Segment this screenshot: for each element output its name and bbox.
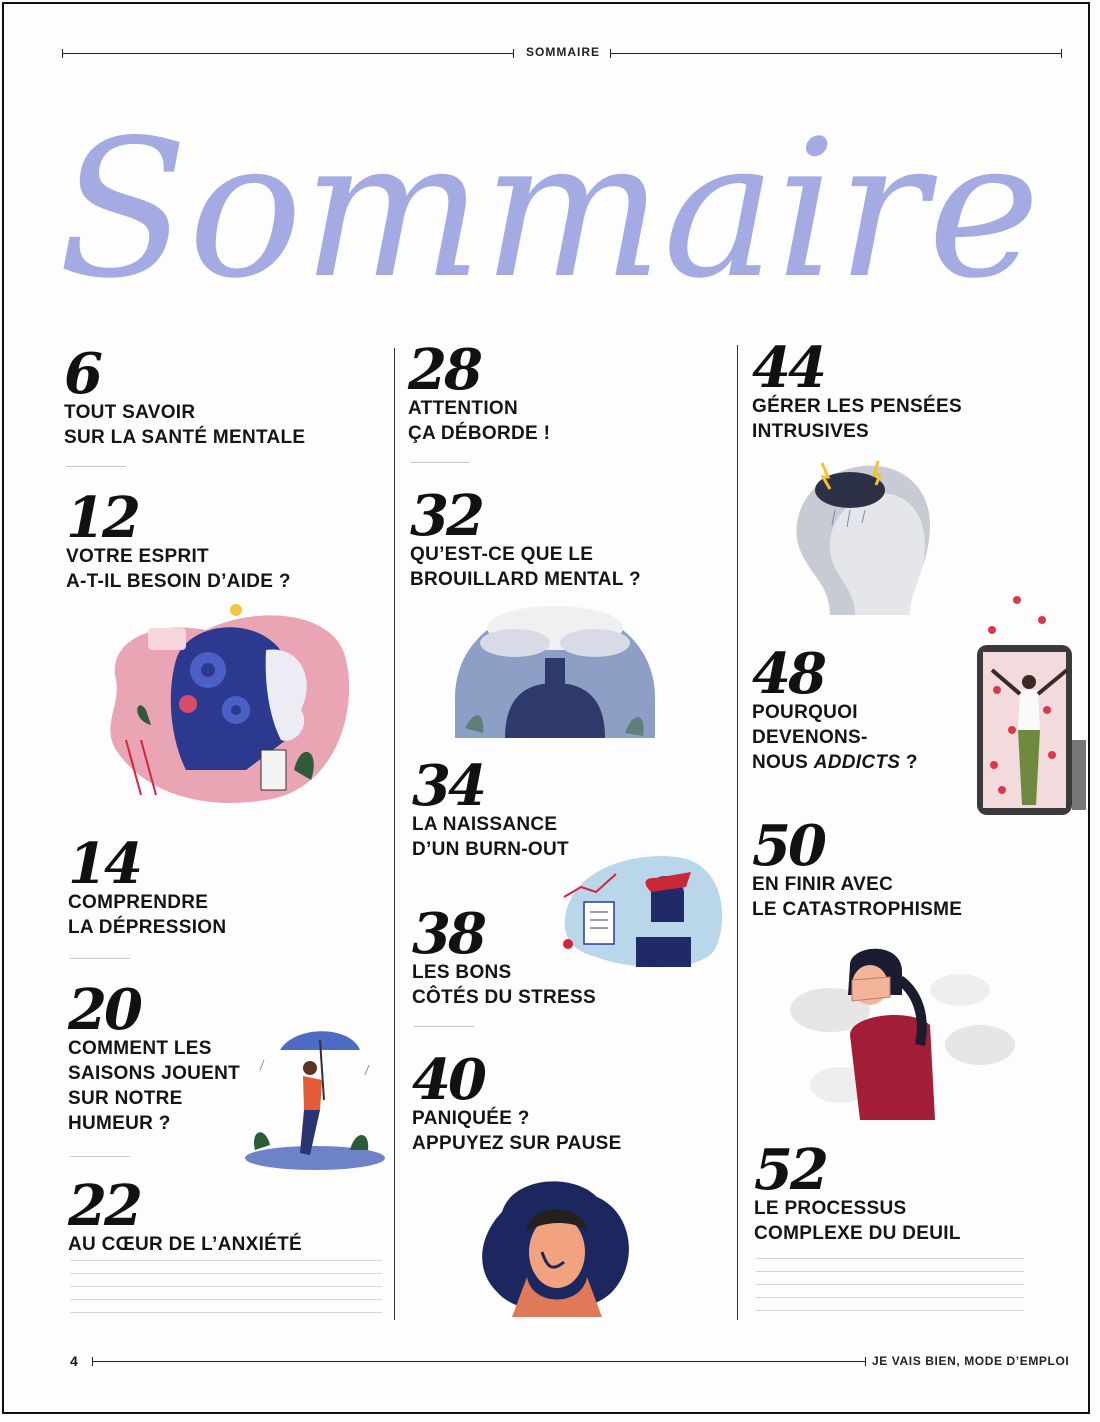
entry-title-line: DEVENONS- xyxy=(752,727,868,748)
entry-title-line: LE PROCESSUS xyxy=(754,1198,907,1219)
entry-title-line: INTRUSIVES xyxy=(752,421,870,442)
entry-title-line: COMPLEXE DU DEUIL xyxy=(754,1223,961,1244)
publication-title: JE VAIS BIEN, MODE D’EMPLOI xyxy=(872,1354,1070,1368)
page-number: 52 xyxy=(754,1137,826,1203)
column-divider-1 xyxy=(394,348,395,1320)
toc-entry-12[interactable] xyxy=(66,485,291,594)
entry-title-line: COMMENT LES xyxy=(68,1038,212,1059)
entry-title-line: HUMEUR ? xyxy=(68,1113,171,1134)
toc-entry-14[interactable] xyxy=(68,831,227,940)
toc-entry-38[interactable] xyxy=(412,901,596,1010)
catastrophism-illustration xyxy=(790,935,1020,1125)
page-number-footer: 4 xyxy=(70,1353,78,1369)
intrusive-thoughts-illustration xyxy=(790,455,950,620)
header-rule-right xyxy=(610,53,1062,54)
entry-separator xyxy=(410,462,470,463)
entry-title-line: SUR NOTRE xyxy=(68,1088,183,1109)
entry-title-line: LE CATASTROPHISME xyxy=(752,899,963,920)
entry-title-line-last: NOUS ADDICTS ? xyxy=(752,752,918,773)
entry-title-line: A-T-IL BESOIN D’AIDE ? xyxy=(66,571,291,592)
page-number: 20 xyxy=(68,977,140,1043)
rain-umbrella-illustration xyxy=(240,1020,385,1172)
entry-title-line: LA DÉPRESSION xyxy=(68,917,227,938)
entry-title-line: ÇA DÉBORDE ! xyxy=(408,423,551,444)
entry-title-line: LA NAISSANCE xyxy=(412,814,558,835)
entry-title-line: APPUYEZ SUR PAUSE xyxy=(412,1133,622,1154)
toc-entry-20[interactable] xyxy=(68,977,241,1136)
addiction-phone-illustration xyxy=(972,590,1090,820)
page-number: 48 xyxy=(752,641,824,707)
entry-title-line: SUR LA SANTÉ MENTALE xyxy=(64,427,306,448)
toc-entry-32[interactable] xyxy=(410,483,641,592)
page-number: 32 xyxy=(410,483,482,549)
page-number: 22 xyxy=(68,1173,140,1239)
toc-entry-6[interactable] xyxy=(64,341,306,450)
page-number: 34 xyxy=(412,753,484,819)
panic-face-illustration xyxy=(472,1172,637,1317)
entry-separator xyxy=(70,958,130,959)
toc-entry-44[interactable] xyxy=(752,335,962,444)
entry-separator xyxy=(66,466,126,467)
entry-title-line: VOTRE ESPRIT xyxy=(66,546,209,567)
entry-title-line: QU’EST-CE QUE LE xyxy=(410,544,594,565)
page-number: 38 xyxy=(412,901,484,967)
notes-lines xyxy=(756,1258,1024,1323)
toc-entry-52[interactable] xyxy=(754,1137,961,1246)
entry-title-line: POURQUOI xyxy=(752,702,858,723)
entry-title-line: CÔTÉS DU STRESS xyxy=(412,987,596,1008)
entry-separator xyxy=(70,1156,130,1157)
page-number: 40 xyxy=(412,1047,484,1113)
entry-title-line: COMPRENDRE xyxy=(68,892,209,913)
page-number: 28 xyxy=(408,337,480,403)
header-rule-left xyxy=(62,53,514,54)
mind-gears-illustration xyxy=(96,600,356,810)
page-number: 12 xyxy=(66,485,138,551)
page-number: 50 xyxy=(752,813,824,879)
entry-title-line: D’UN BURN-OUT xyxy=(412,839,569,860)
toc-entry-22[interactable] xyxy=(68,1173,303,1257)
page-number: 14 xyxy=(68,831,140,897)
entry-title-line: PANIQUÉE ? xyxy=(412,1108,530,1129)
page-number: 44 xyxy=(752,335,824,401)
toc-entry-48[interactable] xyxy=(752,641,918,775)
entry-separator xyxy=(414,1026,474,1027)
notes-lines xyxy=(70,1260,382,1325)
entry-title-line: LES BONS xyxy=(412,962,512,983)
entry-title-line: ATTENTION xyxy=(408,398,519,419)
entry-title-line: GÉRER LES PENSÉES xyxy=(752,396,962,417)
toc-entry-28[interactable] xyxy=(408,337,551,446)
entry-title-line: AU CŒUR DE L’ANXIÉTÉ xyxy=(68,1234,303,1255)
entry-title-line: BROUILLARD MENTAL ? xyxy=(410,569,641,590)
toc-entry-50[interactable] xyxy=(752,813,963,922)
entry-title-line: SAISONS JOUENT xyxy=(68,1063,241,1084)
page-title-text: Sommaire xyxy=(58,99,1041,320)
column-divider-2 xyxy=(737,345,738,1320)
toc-entry-34[interactable] xyxy=(412,753,569,862)
entry-title-line: EN FINIR AVEC xyxy=(752,874,894,895)
page-title xyxy=(50,99,1041,340)
section-label: SOMMAIRE xyxy=(526,45,600,59)
entry-title-line: TOUT SAVOIR xyxy=(64,402,196,423)
footer-rule xyxy=(92,1361,866,1362)
brain-fog-illustration xyxy=(455,598,655,738)
page-number: 6 xyxy=(64,341,100,407)
toc-entry-40[interactable] xyxy=(412,1047,622,1156)
